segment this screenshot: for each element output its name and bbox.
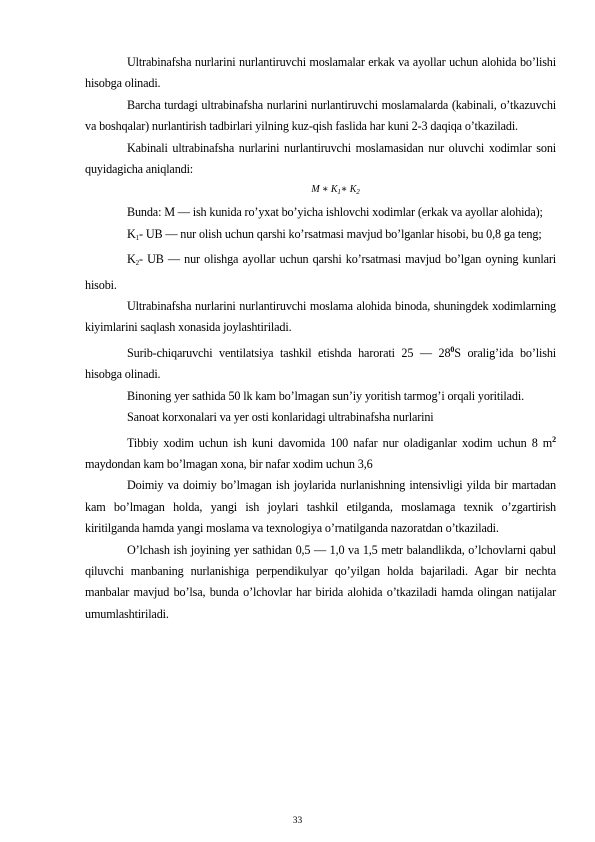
k2-subscript: 2: [135, 259, 140, 268]
paragraph: [85, 339, 556, 386]
document-body: [85, 52, 559, 625]
k1-subscript: 1: [135, 233, 140, 242]
formula-operator: ∗: [340, 184, 350, 196]
formula-k2-subscript: 2: [356, 188, 360, 197]
square-superscript: 2: [552, 434, 556, 444]
text-fragment: Surib-chiqaruvchi ventilatsiya tashkil etishda harorati 25 — 28: [127, 345, 451, 360]
text-fragment: S oralig’ida bo’lishi hisobga olinadi.: [85, 345, 556, 382]
paragraph: Ultrabinafsha nurlarini nurlantiruvchi moslamalar erkak va ayollar uchun alohida bo’lishi hisobga olinadi.: [85, 55, 556, 91]
formula-k2: K: [349, 184, 357, 196]
paragraph: Sanoat korxonalari va yer osti konlaridagi ultrabinafsha nurlarini: [127, 410, 434, 425]
text-fragment: maydondan kam bo’lmagan xona, bir nafar xodim uchun 3,6: [85, 435, 559, 471]
paragraph: Barcha turdagi ultrabinafsha nurlarini nurlantiruvchi moslamalarda (kabinali, o’tkazuvchi va boshqalar) nurlantirish tadbirlari yilning kuz-qish faslida har kuni 2-3 daqiqa o’tkaziladi.: [85, 97, 556, 134]
paragraph: Kabinali ultrabinafsha nurlarini nurlantiruvchi moslamasidan nur oluvchi xodimlar soni quyidagicha aniqlandi:: [85, 140, 556, 177]
paragraph: O’lchash ish joyining yer sathidan 0,5 — 1,0 va 1,5 metr balandlikda, o’lchovlarni qabul qiluvchi manbaning nurlanishiga perpendikulyar qo’yilgan holda bajariladi. Agar bir nechta manbalar mavjud bo’lsa, bunda o’lchovlar har birida alohida o’tkaziladi hamda olingan natijalar umumlashtiriladi.: [85, 542, 556, 621]
formula: [85, 180, 556, 202]
paragraph: Bunda: M — ish kunida ro’yxat bo’yicha ishlovchi xodimlar (erkak va ayollar alohida);: [127, 205, 543, 220]
degree-superscript: 0: [450, 344, 455, 354]
formula-k1-subscript: 1: [337, 188, 341, 197]
k1-definition: - UB — nur olish uchun qarshi ko’rsatmasi mavjud bo’lganlar hisobi, bu 0,8 ga teng;: [139, 226, 542, 241]
formula-m: M: [311, 184, 320, 196]
k2-definition: - UB — nur olishga ayollar uchun qarshi ko’rsatmasi mavjud bo’lgan oyning kunlari hisobi.: [85, 252, 556, 292]
formula-operator: ∗: [319, 184, 331, 196]
paragraph: [85, 429, 559, 476]
paragraph: [85, 249, 556, 296]
paragraph: [85, 224, 556, 249]
k1-symbol: K: [127, 226, 136, 241]
text-fragment: Tibbiy xodim uchun ish kuni davomida 100 nafar nur oladiganlar xodim uchun 8 m: [127, 435, 553, 450]
formula-k1: K: [330, 184, 338, 196]
k2-symbol: K: [127, 252, 136, 267]
paragraph: Binoning yer sathida 50 lk kam bo’lmagan sun’iy yoritish tarmog’i orqali yoritiladi.: [127, 388, 524, 403]
paragraph: Ultrabinafsha nurlarini nurlantiruvchi moslama alohida binoda, shuningdek xodimlarning kiyimlarini saqlash xonasida joylashtiriladi.: [85, 299, 556, 335]
page-number: 33: [292, 816, 303, 826]
paragraph: Doimiy va doimiy bo’lmagan ish joylarida nurlanishning intensivligi yilda bir martadan kam bo’lmagan holda, yangi ish joylari tashkil etilganda, moslamaga texnik o’zgartirish kiritilganda hamda yangi moslama va texnologiya o’rnatilganda nazoratdan o’tkaziladi.: [85, 478, 556, 536]
